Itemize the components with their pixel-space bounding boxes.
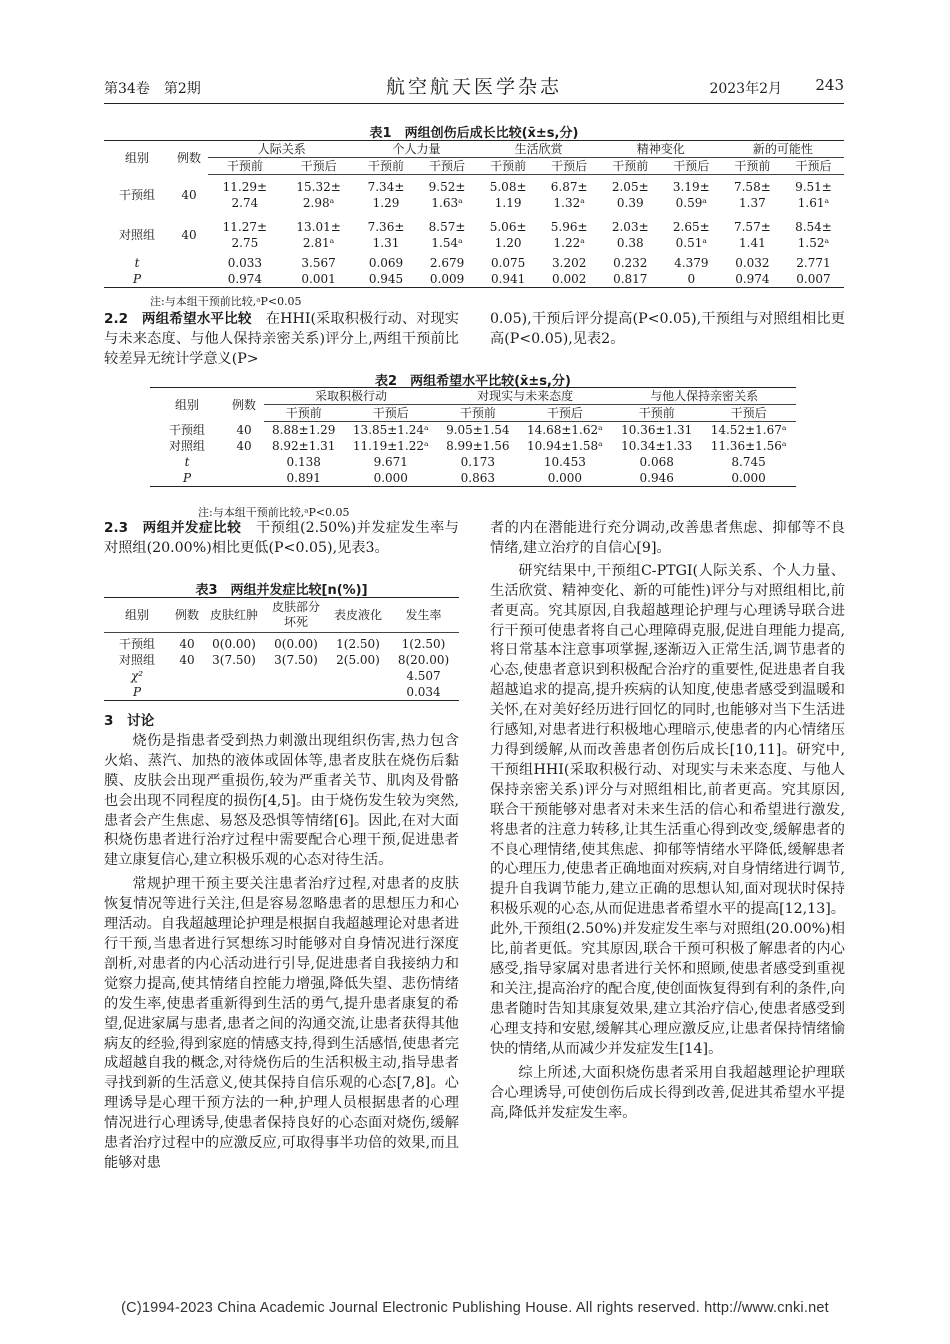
table1-cell-line: 3.19± <box>672 180 710 194</box>
table2-sub: 干预前 <box>264 405 343 422</box>
table3-cell: 对照组 <box>118 653 155 667</box>
table1-cell-line: 1.32ᵃ <box>553 196 585 210</box>
table3-chi-label: χ² <box>130 669 144 683</box>
table1-p-cell: 0 <box>661 271 722 288</box>
table1-group-0: 人际关系 <box>208 141 355 158</box>
table1-cell-line: 13.01± <box>296 220 341 234</box>
table2-caption: 表2 两组希望水平比较(x̄±s,分) <box>375 374 571 389</box>
table1-sub: 干预后 <box>417 158 478 175</box>
section-2-2-body-left: 在HHI(采取积极行动、对现实与未来态度、与他人保持亲密关系)评分上,两组干预前比较差异无统计学意义(P> <box>104 311 459 367</box>
table1-cell-line: 1.37 <box>739 196 766 210</box>
table1-row <box>104 215 844 255</box>
table1-sub: 干预前 <box>355 158 416 175</box>
table1-cell <box>417 175 478 216</box>
section-2-2-left <box>104 310 459 370</box>
table1-cell <box>208 175 282 216</box>
table1-cell <box>282 215 356 255</box>
table1-cell-line: 1.63ᵃ <box>431 196 463 210</box>
table3-cell: 40 <box>179 637 195 651</box>
table1-cell <box>355 215 416 255</box>
table1-p-cell: 0.941 <box>478 271 539 288</box>
table3-p-value: 0.034 <box>388 684 459 701</box>
table1-sub: 干预后 <box>539 158 600 175</box>
table1-cell-line: 2.74 <box>231 196 259 210</box>
table2-note: 注:与本组干预前比较,ᵃP<0.05 <box>198 506 350 519</box>
table1-cell-line: 7.58± <box>733 180 771 194</box>
table1-cell-line: 11.27± <box>222 220 268 234</box>
table1-row-n: 40 <box>181 228 197 242</box>
table1-p-cell: 0.817 <box>600 271 661 288</box>
page-number: 243 <box>815 76 844 94</box>
table2-cell: 11.19±1.22ᵃ <box>352 439 429 453</box>
conclusion-paragraph: 综上所述,大面积烧伤患者采用自我超越理论护理联合心理诱导,可使创伤后成长得到改善,促进其希望水平提高,降低并发症发生率。 <box>490 1065 845 1122</box>
table1-sub: 干预前 <box>600 158 661 175</box>
discussion-paragraph-2: 常规护理干预主要关注患者治疗过程,对患者的皮肤恢复情况等进行关注,但是容易忽略患者的思想压力和心理活动。自我超越理论护理是根据自我超越理论对患者进行干预,当患者进行冥想练习时能够对自身情况进行深度剖析,对患者的内心活动进行引导,促进患者自我接纳力和觉察力提高,使其情绪自控能力增强,降低失望、悲伤情绪的发生率,使患者重新得到生活的勇气,提升患者康复的希望,促进家属与患者,患者之间的沟通交流,让患者获得其他病友的经验,得到家庭的情感支持,得到生活感悟,使患者完成超越自我的概念,对待烧伤后的生活积极主动,指导患者寻找到新的生活意义,使其保持自信乐观的心态[7,8]。心理诱导是心理干预方法的一种,护理人员根据患者的心理情况进行心理诱导,使患者保持良好的心态面对烧伤,缓解患者治疗过程中的应激反应,可取得事半功倍的效果,而且能够对患 <box>104 876 459 1171</box>
table1-group-1: 个人力量 <box>355 141 477 158</box>
table1-t-cell: 3.202 <box>552 256 587 270</box>
table1-cell-line: 9.51± <box>795 180 832 194</box>
discussion-paragraph-1: 烧伤是指患者受到热力刺激出现组织伤害,热力包含火焰、蒸汽、加热的液体或固体等,患者皮肤在烧伤后黏膜、皮肤会出现严重损伤,较为严重者关节、肌肉及骨骼也会出现不同程度的损伤[4,5]。由于烧伤发生较为突然,患者会产生焦虑、易怒及恐惧等情绪[6]。因此,在对大面积烧伤患者进行治疗过程中需要配合心理干预,促进患者建立康复信心,建立积极乐观的心态对待生活。 <box>104 732 459 869</box>
table1-cell-line: 6.87± <box>550 180 588 194</box>
table1-cell-line: 1.19 <box>494 196 522 210</box>
table3-head: 表皮液化 <box>328 598 388 633</box>
table1-row-label: 干预组 <box>118 187 155 202</box>
copyright-footer: (C)1994-2023 China Academic Journal Electronic Publishing House. All rights reserved. http://www.cnki.net <box>121 1300 829 1316</box>
table1-cell-line: 2.03± <box>611 220 649 234</box>
table1-t-cell: 0.075 <box>490 256 526 270</box>
table2-group-1: 对现实与未来态度 <box>438 388 612 405</box>
table1-t-cell: 0.032 <box>735 256 770 270</box>
table1-p-cell: 0.002 <box>539 271 600 288</box>
table1-t-cell: 2.679 <box>429 256 465 270</box>
table2-row-label: 对照组 <box>168 439 205 453</box>
table1-cell-line: 8.57± <box>428 220 466 234</box>
table1-cell <box>282 175 356 216</box>
table1-cell-line: 8.54± <box>795 220 832 234</box>
table2-p-label: P <box>150 470 224 487</box>
table1-t-label: t <box>134 256 140 270</box>
table2 <box>150 387 796 487</box>
table1-group-4: 新的可能性 <box>722 141 844 158</box>
discussion-left-column <box>104 712 459 1174</box>
table3-cell: 1(2.50) <box>401 637 446 651</box>
table1-note: 注:与本组干预前比较,ᵃP<0.05 <box>150 295 302 308</box>
table3-head: 皮肤部分坏死 <box>264 598 328 633</box>
table1-t-cell: 0.232 <box>613 256 648 270</box>
table2-cell: 8.99±1.56 <box>446 439 510 453</box>
table2-sub: 干预前 <box>612 405 701 422</box>
table3-cell: 40 <box>179 653 195 667</box>
table2-cell: 10.36±1.31 <box>621 423 693 437</box>
table1-cell <box>417 215 478 255</box>
table2-p-cell: 0.946 <box>612 470 701 487</box>
header-rule <box>104 103 844 104</box>
table1-cell <box>355 175 416 216</box>
journal-title: 航空航天医学杂志 <box>385 76 562 98</box>
table1-cell-line: 1.31 <box>372 236 400 250</box>
table1-t-cell: 0.033 <box>227 256 263 270</box>
table3-caption: 表3 两组并发症比较[n(%)] <box>195 583 368 598</box>
table2-cell: 10.94±1.58ᵃ <box>527 439 603 453</box>
table2-sub: 干预后 <box>518 405 613 422</box>
table2-t-cell: 0.068 <box>639 455 674 469</box>
table2-t-cell: 0.173 <box>460 455 495 469</box>
table1-cell-line: 7.57± <box>733 220 771 234</box>
table2-cell: 11.36±1.56ᵃ <box>710 439 787 453</box>
table1-cell-line: 0.38 <box>616 236 644 250</box>
table1-cell-line: 1.54ᵃ <box>431 236 463 250</box>
table1-p-label: P <box>104 271 170 288</box>
table1-p-cell: 0.974 <box>722 271 783 288</box>
table1-group-2: 生活欣赏 <box>478 141 600 158</box>
table1-cell-line: 11.29± <box>222 180 268 194</box>
table1-p-cell: 0.974 <box>208 271 282 288</box>
table3-cell: 0(0.00) <box>274 637 318 651</box>
table1-caption: 表1 两组创伤后成长比较(x̄±s,分) <box>369 126 579 141</box>
table1-cell-line: 1.22ᵃ <box>553 236 585 250</box>
table1-cell <box>600 175 661 216</box>
table1-t-cell: 3.567 <box>301 256 336 270</box>
table1-p-cell: 0.945 <box>355 271 416 288</box>
table2-cell: 8.92±1.31 <box>271 439 336 453</box>
table2-p-cell: 0.000 <box>701 470 796 487</box>
table1-cell-line: 2.65± <box>672 220 710 234</box>
table2-group-0: 采取积极行动 <box>264 388 438 405</box>
table1-row-label: 对照组 <box>118 228 155 242</box>
table2-cell: 14.68±1.62ᵃ <box>527 423 603 437</box>
table1-cell <box>661 175 722 216</box>
table1-sub: 干预后 <box>282 158 356 175</box>
table3-head-n: 例数 <box>170 598 204 633</box>
table2-cell: 9.05±1.54 <box>446 423 510 437</box>
table1-cell-line: 0.59ᵃ <box>675 196 707 210</box>
table1-row <box>104 175 844 216</box>
table3-cell: 3(7.50) <box>274 653 318 667</box>
table3-head: 发生率 <box>388 598 459 633</box>
table1-sub: 干预前 <box>478 158 539 175</box>
table1-cell-line: 1.29 <box>372 196 400 210</box>
table1-head-group: 组别 <box>104 141 170 175</box>
discussion-right-column <box>490 519 845 1124</box>
table3-p-label: P <box>104 684 170 701</box>
table1-cell-line: 5.08± <box>489 180 527 194</box>
table2-head-group: 组别 <box>150 388 224 422</box>
table2-sub: 干预后 <box>701 405 796 422</box>
table1-cell <box>600 215 661 255</box>
table2-t-cell: 9.671 <box>373 455 408 469</box>
table3-cell: 0(0.00) <box>212 637 256 651</box>
table2-sub: 干预后 <box>343 405 438 422</box>
discussion-paragraph-2-cont: 者的内在潜能进行充分调动,改善患者焦虑、抑郁等不良情绪,建立治疗的自信心[9]。 <box>490 520 845 556</box>
table2-p-cell: 0.000 <box>343 470 438 487</box>
table1-head-n: 例数 <box>170 141 208 175</box>
table1-cell <box>208 215 282 255</box>
table3-head-group: 组别 <box>104 598 170 633</box>
table3-cell: 2(5.00) <box>336 653 380 667</box>
section-2-2-heading: 2.2 两组希望水平比较 <box>104 311 252 327</box>
table1-cell <box>722 175 783 216</box>
table2-row-n: 40 <box>236 439 252 453</box>
table1-cell-line: 2.75 <box>231 236 259 250</box>
section-2-3-heading: 2.3 两组并发症比较 <box>104 520 242 536</box>
table1-cell-line: 1.41 <box>739 236 766 250</box>
section-2-2-right: 0.05),干预后评分提高(P<0.05),干预组与对照组相比更高(P<0.05),见表2。 <box>490 311 845 347</box>
volume-issue: 第34卷 第2期 <box>104 81 201 97</box>
section-2-3 <box>104 519 459 559</box>
table2-cell: 8.88±1.29 <box>271 423 336 437</box>
section-2-3-body: 干预组(2.50%)并发症发生率与对照组(20.00%)相比更低(P<0.05),见表3。 <box>104 520 459 556</box>
table2-p-cell: 0.863 <box>438 470 517 487</box>
table1-cell-line: 1.52ᵃ <box>797 236 830 250</box>
table2-row-n: 40 <box>236 422 252 437</box>
table1-cell <box>539 215 600 255</box>
table1-sub: 干预前 <box>722 158 783 175</box>
table1-cell <box>539 175 600 216</box>
table1-cell-line: 7.34± <box>367 180 405 194</box>
table2-t-cell: 10.453 <box>543 455 586 469</box>
table2-row-label: 干预组 <box>168 422 205 437</box>
table1-row-n: 40 <box>181 187 197 202</box>
table1-cell-line: 15.32± <box>296 180 341 194</box>
table2-t-cell: 0.138 <box>286 455 321 469</box>
table3-cell: 3(7.50) <box>212 653 256 667</box>
table1-cell-line: 1.61ᵃ <box>797 196 830 210</box>
table1-cell <box>478 175 539 216</box>
table3-cell: 干预组 <box>118 637 155 651</box>
table3-cell: 1(2.50) <box>336 637 380 651</box>
table3 <box>104 597 459 701</box>
table1-cell <box>661 215 722 255</box>
table2-t-label: t <box>184 455 190 469</box>
table1-cell <box>783 175 844 216</box>
table1-cell-line: 2.05± <box>611 180 649 194</box>
table2-head-n: 例数 <box>224 388 264 422</box>
table1-group-3: 精神变化 <box>600 141 722 158</box>
table1-cell-line: 2.81ᵃ <box>302 236 335 250</box>
table1-cell-line: 9.52± <box>428 180 466 194</box>
table3-chi-value: 4.507 <box>406 669 441 683</box>
table1-sub: 干预前 <box>208 158 282 175</box>
table1-cell-line: 0.39 <box>616 196 644 210</box>
table1 <box>104 140 844 288</box>
table1-t-cell: 4.379 <box>674 256 709 270</box>
table1-sub: 干预后 <box>661 158 722 175</box>
table1-p-cell: 0.009 <box>417 271 478 288</box>
table1-cell-line: 1.20 <box>494 236 522 250</box>
table1-cell-line: 5.96± <box>550 220 588 234</box>
table1-t-cell: 2.771 <box>796 256 831 270</box>
table1-p-cell: 0.007 <box>783 271 844 288</box>
table2-cell: 13.85±1.24ᵃ <box>352 423 429 437</box>
table3-cell: 8(20.00) <box>397 653 450 667</box>
discussion-paragraph-3: 研究结果中,干预组C-PTGI(人际关系、个人力量、生活欣赏、精神变化、新的可能性)评分与对照组相比,前者更高。究其原因,自我超越理论护理与心理诱导联合进行干预可使患者将自己心理障碍克服,促进自理能力提高,将日常基本注意事项掌握,逐渐迈入正常生活,调节患者的心态,使患者意识到积极配合治疗的重要性,促进患者自我超越追求的提高,提升疾病的认知度,使患者感受到温暖和关怀,在对美好经历进行回忆的同时,也能够对当下生活进行感知,对患者进行积极地心理暗示,使患者的内心情绪压力得到缓解,从而改善患者创伤后成长[10,11]。研究中,干预组HHI(采取积极行动、对现实与未来态度、与他人保持亲密关系)评分与对照组相比,前者更高。究其原因,联合干预能够对患者对未来生活的信心和希望进行激发,将患者的注意力转移,让其生活重心得到改变,缓解患者的不良心理情绪,使其焦虑、抑郁等情绪水平降低,缓解患者的心理压力,使患者正确地面对疾病,对自身情绪进行调节,提升自我调节能力,建立正确的思想认知,面对现状时保持积极乐观的心态,从而促进患者希望水平的提高[12,13]。此外,干预组(2.50%)并发症发生率与对照组(20.00%)相比,前者更低。究其原因,联合干预可积极了解患者的内心感受,指导家属对患者进行关怀和照顾,使患者感受到重视和关注,提高治疗的配合度,使创面恢复得到有利的条件,向患者随时告知其康复效果,建立其治疗信心,使患者感受到心理支持和安慰,缓解其心理应激反应,让患者保持情绪愉快的情绪,从而减少并发症发生[14]。 <box>490 562 845 1057</box>
table2-cell: 10.34±1.33 <box>621 439 693 453</box>
table2-sub: 干预前 <box>438 405 517 422</box>
table1-sub: 干预后 <box>783 158 844 175</box>
table1-cell <box>783 215 844 255</box>
table1-cell-line: 5.06± <box>489 220 527 234</box>
table1-cell <box>478 215 539 255</box>
discussion-heading: 3 讨论 <box>104 713 155 729</box>
table1-cell <box>722 215 783 255</box>
table2-t-cell: 8.745 <box>731 455 766 469</box>
table1-p-cell: 0.001 <box>282 271 356 288</box>
table2-p-cell: 0.000 <box>518 470 613 487</box>
running-header <box>104 74 844 100</box>
table1-cell-line: 0.51ᵃ <box>675 236 707 250</box>
table3-head: 皮肤红肿 <box>204 598 264 633</box>
table1-cell-line: 7.36± <box>367 220 405 234</box>
table2-p-cell: 0.891 <box>264 470 343 487</box>
table1-cell-line: 2.98ᵃ <box>302 196 335 210</box>
issue-date: 2023年2月 <box>709 81 782 97</box>
table2-group-2: 与他人保持亲密关系 <box>612 388 796 405</box>
table1-t-cell: 0.069 <box>368 256 404 270</box>
table2-cell: 14.52±1.67ᵃ <box>710 423 787 437</box>
